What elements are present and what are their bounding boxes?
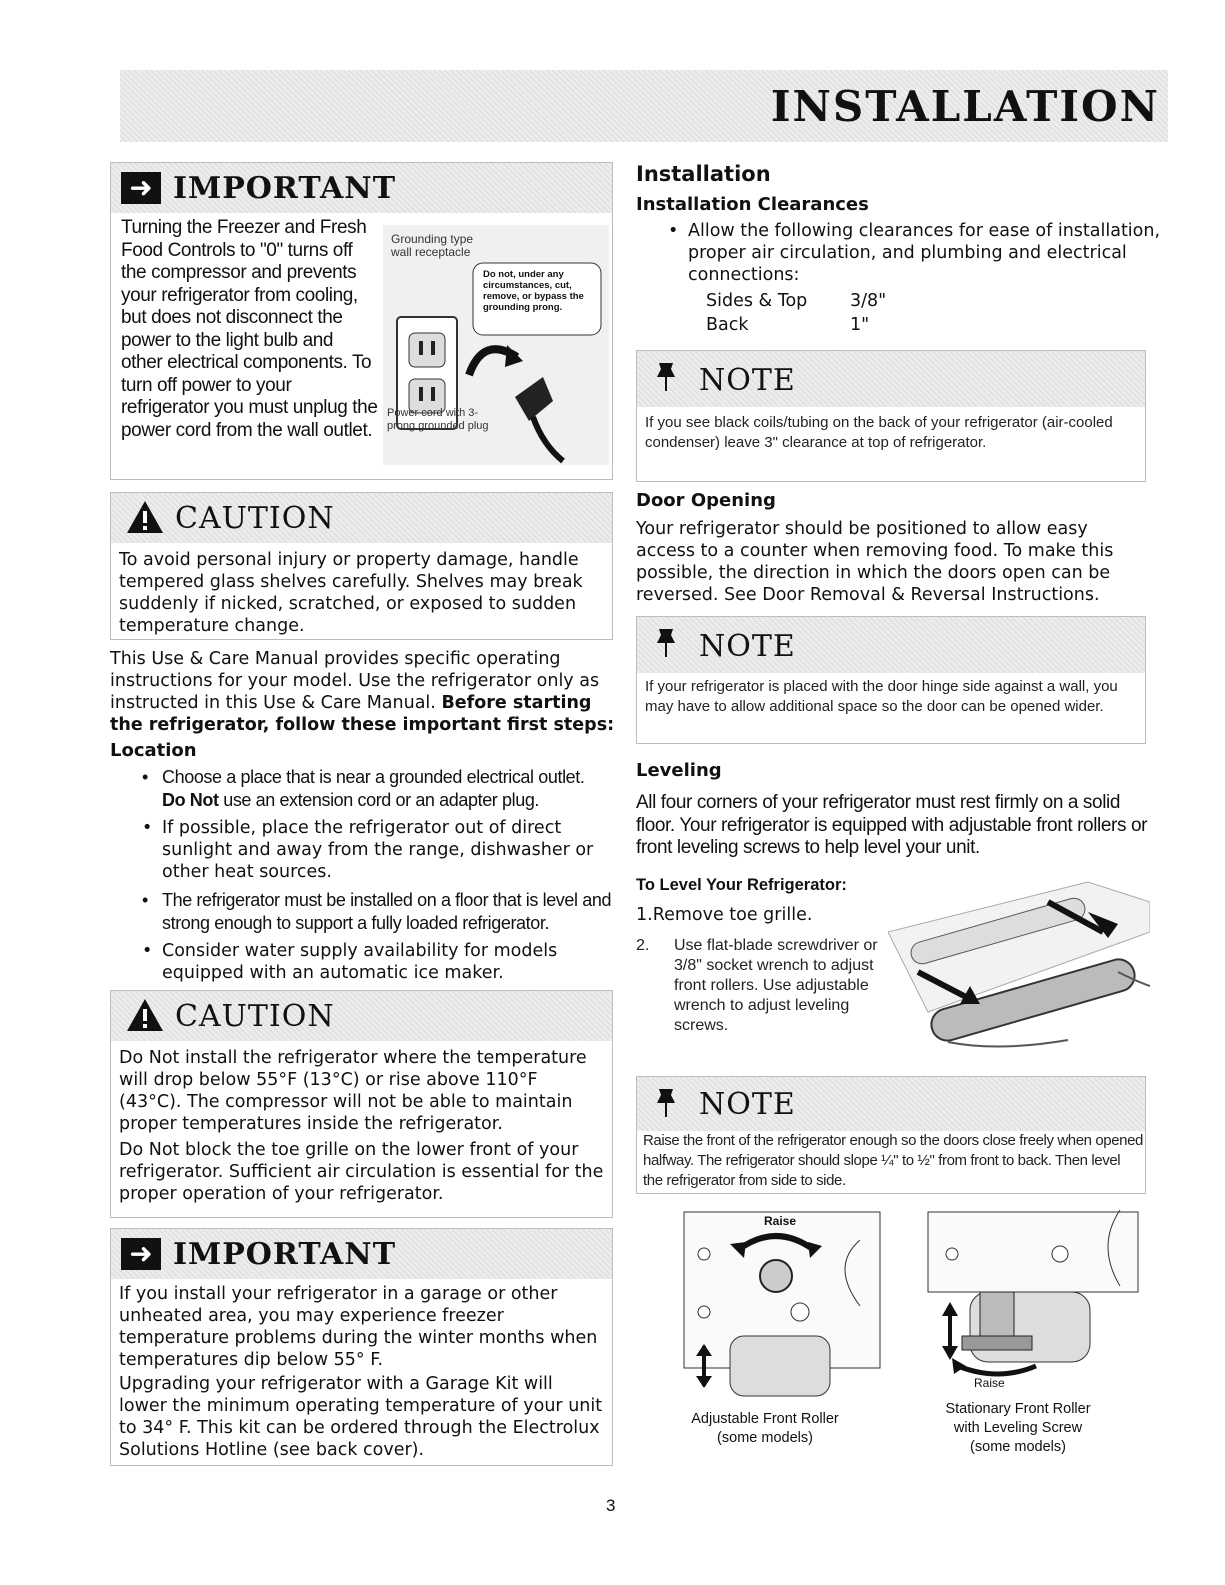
- important-heading: IMPORTANT: [173, 1237, 397, 1272]
- caution-2-paragraph-2: Do Not block the toe grille on the lower front of your refrigerator. Sufficient air circulation is essential for the proper operation of your refrigerator.: [119, 1140, 604, 1204]
- clearance-row-1-value: 3/8": [850, 291, 887, 311]
- note-header: [637, 1077, 1145, 1131]
- note-header: [637, 617, 1145, 673]
- location-bullet-1-text: Choose a place that is near a grounded electrical outlet.: [162, 767, 585, 787]
- right-caption: [918, 1400, 1118, 1457]
- left-raise-label: Raise: [764, 1214, 797, 1228]
- note-box-3: [636, 1076, 1146, 1194]
- left-caption: [660, 1410, 870, 1448]
- section-banner: [120, 70, 1168, 142]
- note-3-text: Raise the front of the refrigerator enough so the doors close freely when opened halfway. The refrigerator should slope ¼" to ½" from front to back. Then level the refrigerator from side to side.: [643, 1132, 1143, 1189]
- caution-header: [111, 991, 612, 1041]
- level-step-1: 1.Remove toe grille.: [636, 905, 813, 925]
- door-opening-text: Your refrigerator should be positioned to allow easy access to a counter when removing food. To make this possible, the direction in which the doors open can be reversed. See Door Removal & Reversal Instructions.: [636, 519, 1114, 605]
- note-heading: NOTE: [699, 629, 796, 664]
- receptacle-label: Grounding type wall receptacle: [391, 232, 474, 259]
- important-text: Turning the Freezer and Fresh Food Controls to "0" turns off the compressor and prevents your refrigerator from cooling, but does not disconnect the power to the light bulb and other electrical components. To turn off power to your refrigerator you must unplug the power cord from the wall outlet.: [121, 217, 378, 441]
- important-header: [111, 163, 612, 213]
- right-caption-line-1: Stationary Front Roller: [945, 1401, 1091, 1417]
- adjustable-roller-illustration: [660, 1206, 890, 1402]
- pushpin-icon: [653, 361, 679, 393]
- intro-paragraph: [110, 648, 620, 736]
- note-heading: NOTE: [699, 363, 796, 398]
- intro-text: This Use & Care Manual provides specific operating instructions for your model. Use the refrigerator only as instructed in this Use & Care Manual.: [110, 649, 600, 713]
- important-box-1: [110, 162, 613, 480]
- leveling-text: All four corners of your refrigerator must rest firmly on a solid floor. Your refrigerator is equipped with adjustable front rollers or front leveling screws to help level your unit.: [636, 792, 1148, 858]
- warning-triangle-icon: [125, 499, 165, 535]
- location-bullet-3: • The refrigerator must be installed on a floor that is level and strong enough to support a fully loaded refrigerator.: [136, 889, 616, 934]
- note-box-2: [636, 616, 1146, 744]
- location-heading: Location: [110, 740, 197, 761]
- banner-title: INSTALLATION: [770, 82, 1160, 131]
- location-bullet-1-rest: use an extension cord or an adapter plug.: [223, 789, 540, 810]
- clearances-heading: Installation Clearances: [636, 194, 869, 215]
- important-header: [111, 1229, 612, 1279]
- caution-text: To avoid personal injury or property damage, handle tempered glass shelves carefully. Shelves may break suddenly if nicked, scratched, or exposed to sudden temperature change.: [119, 550, 583, 636]
- outlet-figure: [383, 225, 609, 465]
- caution-box-1: [110, 492, 613, 640]
- level-step-2-number: 2.: [636, 937, 650, 954]
- leveling-heading: Leveling: [636, 760, 722, 781]
- left-caption-line-2: (some models): [717, 1430, 813, 1446]
- caution-header: [111, 493, 612, 543]
- door-opening-heading: Door Opening: [636, 490, 776, 511]
- level-subheading: To Level Your Refrigerator:: [636, 876, 847, 894]
- warning-triangle-icon: [125, 997, 165, 1033]
- note-2-text: If your refrigerator is placed with the door hinge side against a wall, you may have to allow additional space so the door can be opened wider.: [645, 678, 1118, 715]
- toe-grille-illustration: [888, 872, 1150, 1072]
- level-step-2-text: Use flat-blade screwdriver or 3/8" socket wrench to adjust front rollers. Use adjustable wrench to adjust leveling screws.: [674, 937, 878, 1034]
- right-raise-label: Raise: [974, 1376, 1005, 1390]
- important-2-paragraph-1: If you install your refrigerator in a garage or other unheated area, you may experience freezer temperature problems during the winter months when temperatures dip below 55° F.: [119, 1284, 598, 1370]
- caution-heading: CAUTION: [175, 501, 335, 536]
- note-heading: NOTE: [699, 1087, 796, 1122]
- location-bullet-1: [136, 766, 616, 811]
- note-1-text: If you see black coils/tubing on the back of your refrigerator (air-cooled condenser) leave 3" clearance at top of refrigerator.: [645, 414, 1113, 451]
- note-header: [637, 351, 1145, 407]
- arrow-right-icon: ➜: [121, 172, 161, 204]
- cord-label: Power cord with 3-prong grounded plug: [387, 407, 489, 432]
- stationary-roller-illustration: [910, 1206, 1146, 1392]
- caution-2-paragraph-1: Do Not install the refrigerator where the temperature will drop below 55°F (13°C) or rise above 110°F (43°C). The compressor will not be able to maintain proper temperatures inside the refrigerator.: [119, 1048, 587, 1134]
- clearance-row-2-label: Back: [706, 315, 749, 335]
- important-box-2: [110, 1228, 613, 1466]
- left-caption-line-1: Adjustable Front Roller: [691, 1411, 839, 1427]
- important-2-paragraph-2: Upgrading your refrigerator with a Garage Kit will lower the minimum operating temperature of your unit to 34° F. This kit can be ordered through the Electrolux Solutions Hotline (see back cover).: [119, 1374, 603, 1460]
- note-box-1: [636, 350, 1146, 482]
- intro-bold-text: Before starting the refrigerator, follow these important first steps:: [110, 693, 615, 735]
- toe-grille-figure: [888, 872, 1150, 1072]
- clearance-row-1-label: Sides & Top: [706, 291, 808, 311]
- right-caption-line-2: with Leveling Screw: [953, 1420, 1083, 1436]
- warning-label: Do not, under any circumstances, cut, remove, or bypass the grounding prong.: [483, 269, 584, 313]
- location-bullet-4: • Consider water supply availability for models equipped with an automatic ice maker.: [136, 940, 616, 984]
- clearances-bullet: • Allow the following clearances for ease of installation, proper air circulation, and plumbing and electrical connections:: [662, 220, 1168, 286]
- location-list: [136, 766, 616, 984]
- important-heading: IMPORTANT: [173, 171, 397, 206]
- pushpin-icon: [653, 627, 679, 659]
- caution-heading: CAUTION: [175, 999, 335, 1034]
- right-caption-line-3: (some models): [970, 1439, 1066, 1455]
- installation-heading: Installation: [636, 162, 771, 186]
- stationary-roller-figure: [910, 1206, 1146, 1392]
- caution-box-2: [110, 990, 613, 1218]
- adjustable-roller-figure: [660, 1206, 890, 1402]
- location-bullet-2: • If possible, place the refrigerator out of direct sunlight and away from the range, dishwasher or other heat sources.: [136, 817, 616, 883]
- page-number: 3: [606, 1496, 616, 1515]
- location-do-not: Do Not: [162, 789, 219, 810]
- arrow-right-icon: ➜: [121, 1238, 161, 1270]
- clearance-row-2-value: 1": [850, 315, 870, 335]
- pushpin-icon: [653, 1087, 679, 1119]
